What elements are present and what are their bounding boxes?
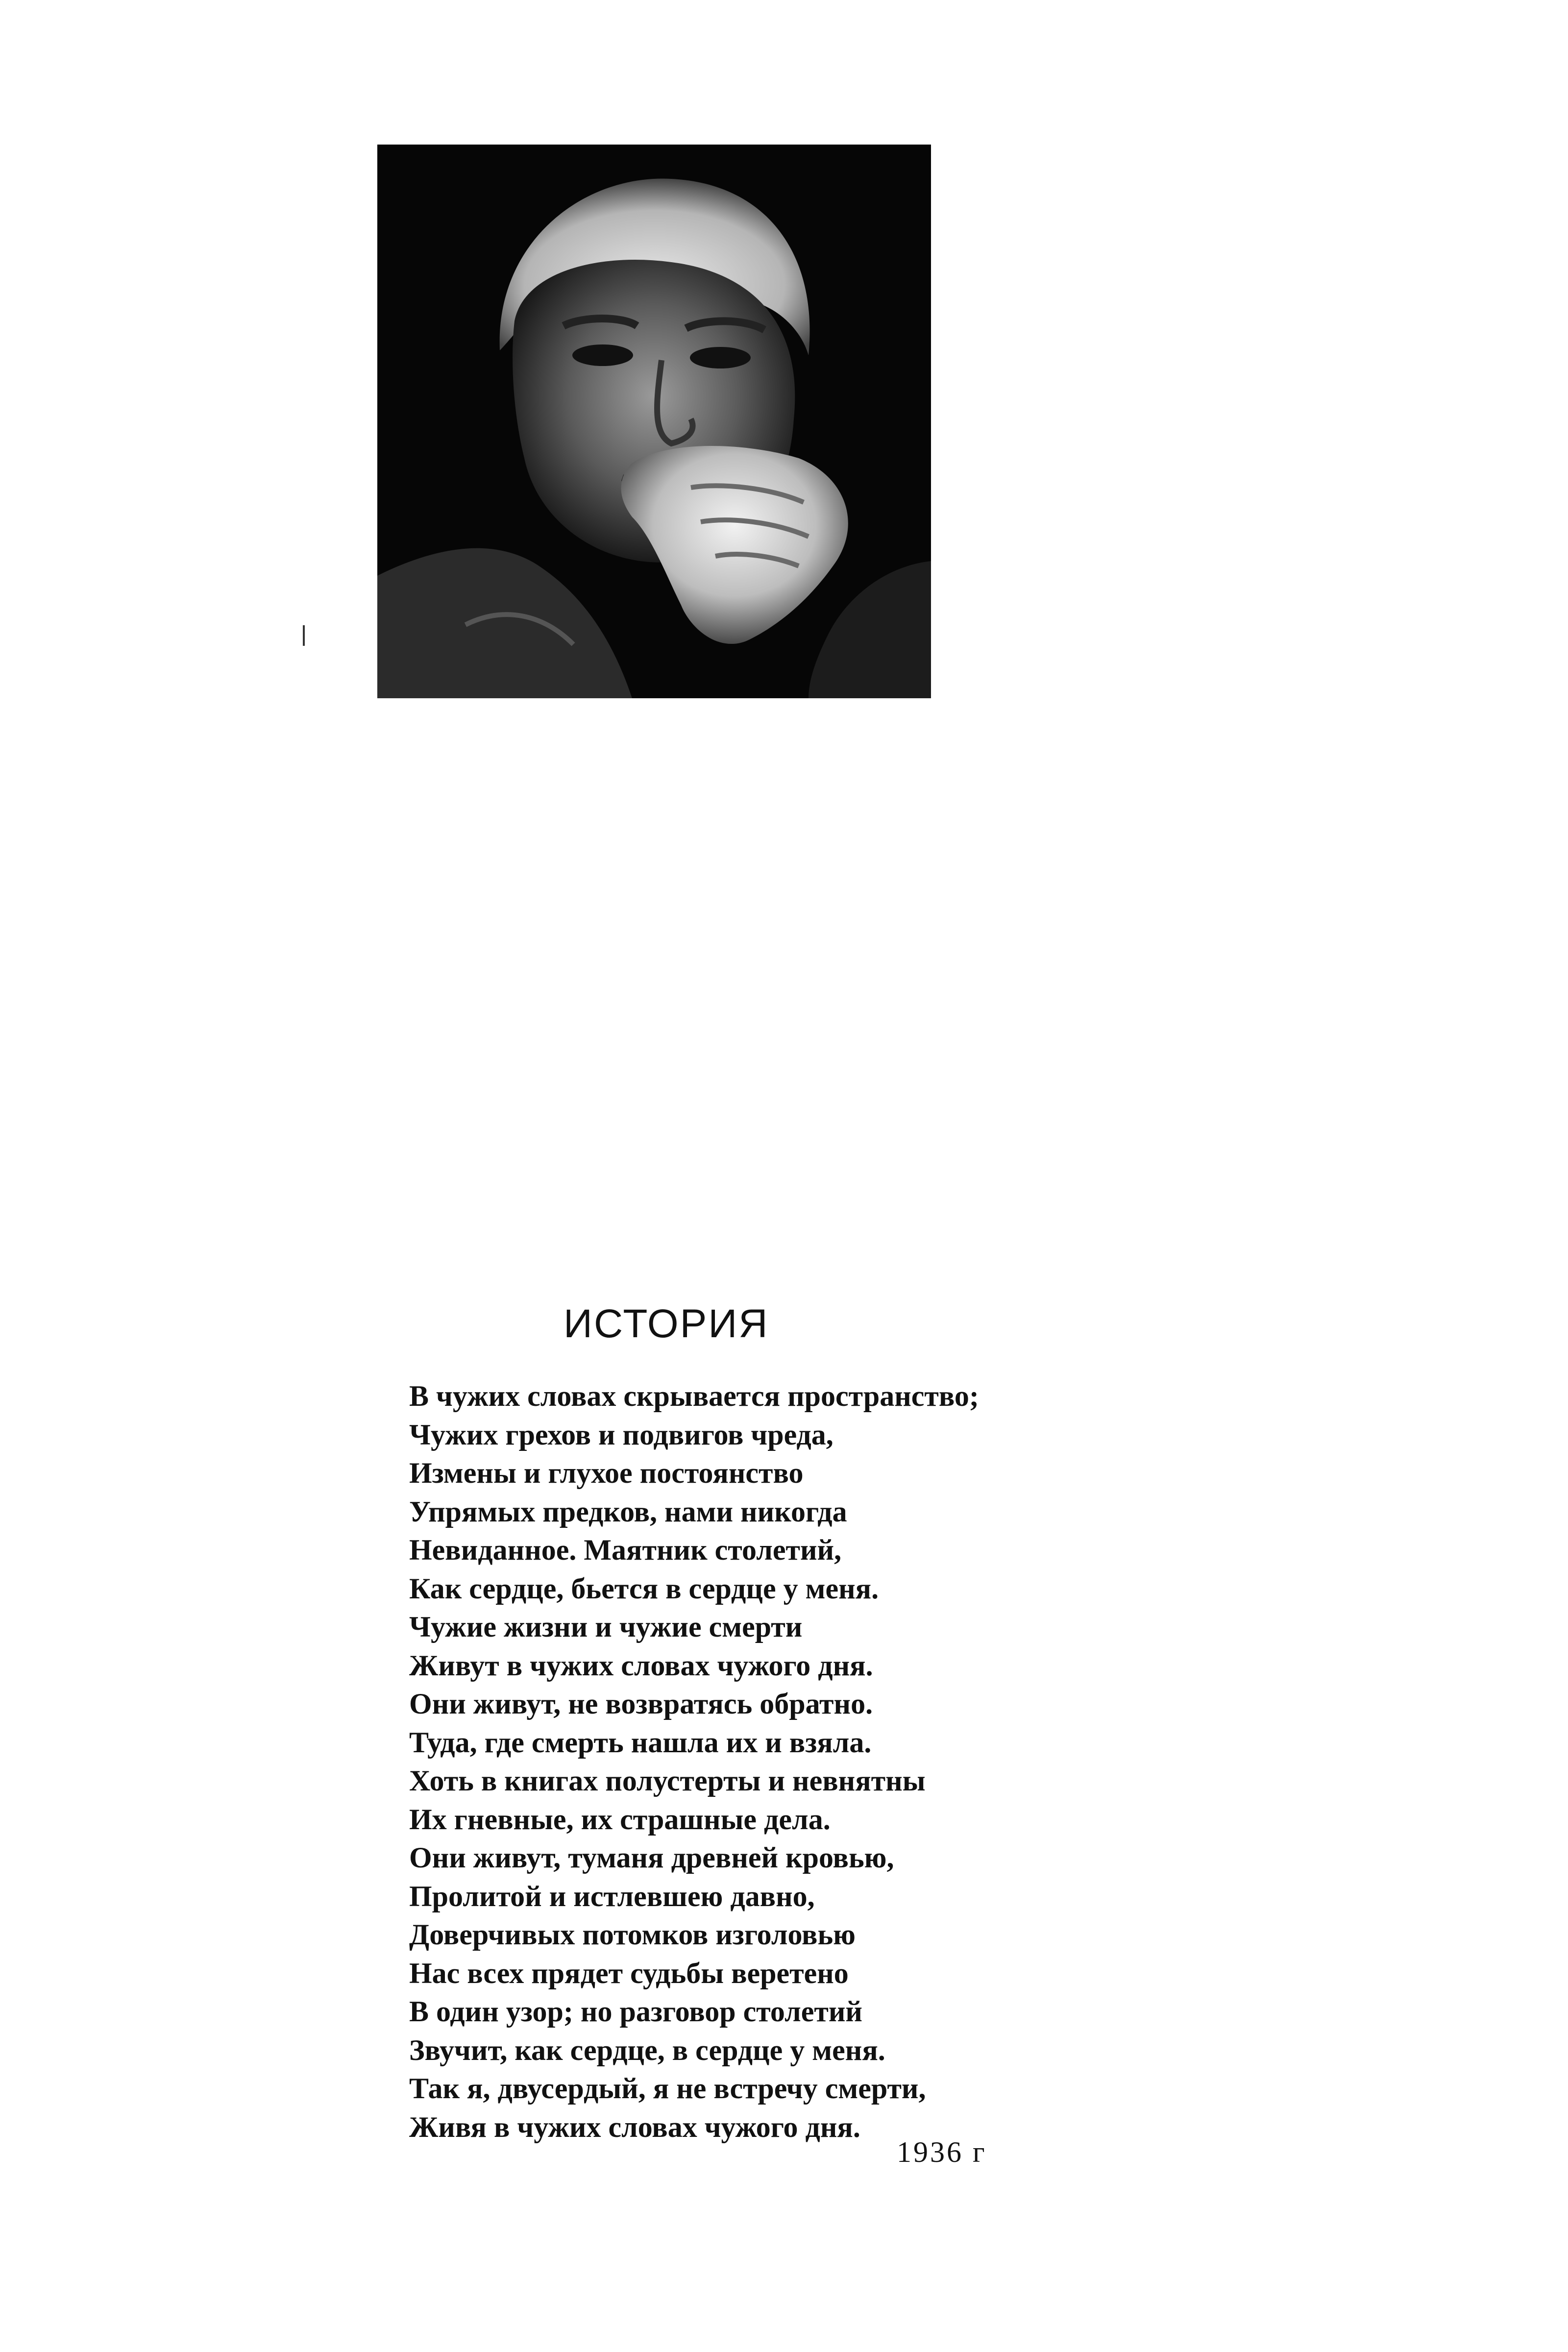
poem-line: Они живут, туманя древней кровью, [409,1841,894,1874]
poem-line: Нас всех прядет судьбы веретено [409,1957,849,1989]
poem-text [409,1377,1536,2146]
poem-line: Туда, где смерть нашла их и взяла. [409,1726,872,1759]
poem-line: Живут в чужих словах чужого дня. [409,1649,873,1682]
poem-line: В чужих словах скрывается пространство; [409,1380,979,1412]
poem-line: Как сердце, бьется в сердце у меня. [409,1572,879,1605]
poem-line: Пролитой и истлевшею давно, [409,1880,815,1912]
poem-line: Невиданное. Маятник столетий, [409,1534,842,1566]
poem-line: Доверчивых потомков изголовью [409,1918,856,1951]
poem-line: Чужих грехов и подвигов чреда, [409,1418,833,1451]
poem-line: Упрямых предков, нами никогда [409,1495,847,1528]
poem-line: Так я, двусердый, я не встречу смерти, [409,2072,926,2105]
poem-title: ИСТОРИЯ [564,1301,769,1346]
poem-line: Живя в чужих словах чужого дня. [409,2110,860,2143]
poem-line: Звучит, как сердце, в сердце у меня. [409,2034,885,2066]
poem-date: 1936 г [897,2136,987,2168]
margin-mark [303,625,305,646]
poem-line: Они живут, не возвратясь обратно. [409,1688,873,1720]
author-portrait-photo [377,145,931,698]
poem-line: Чужие жизни и чужие смерти [409,1611,803,1643]
poem-line: Хоть в книгах полустерты и невнятны [409,1764,926,1797]
poem-line: Их гневные, их страшные дела. [409,1803,831,1836]
poem-line: В один узор; но разговор столетий [409,1995,862,2028]
poem-line: Измены и глухое постоянство [409,1457,804,1489]
